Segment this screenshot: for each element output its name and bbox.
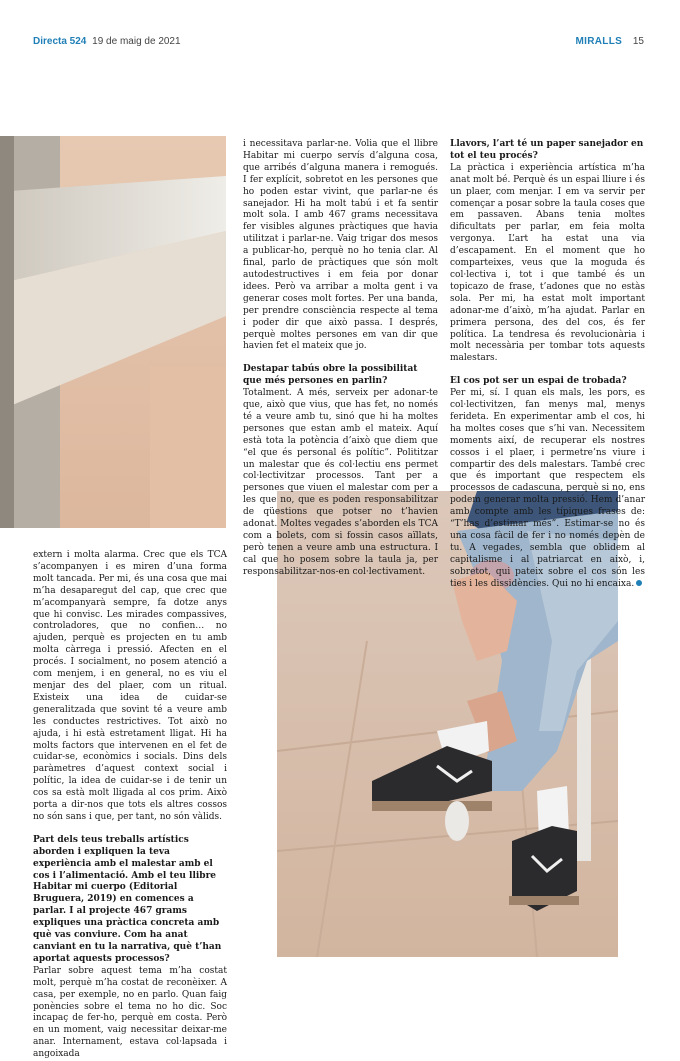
article-column-2 xyxy=(243,139,438,579)
article-column-1 xyxy=(33,550,227,1061)
publication-name: Directa 524 xyxy=(33,36,87,47)
page-header-left xyxy=(33,36,181,47)
issue-date: 19 de maig de 2021 xyxy=(92,36,181,47)
end-of-article-dot-icon xyxy=(636,580,642,586)
page-number: 15 xyxy=(632,36,644,47)
body-paragraph: Parlar sobre aquest tema m’ha costat molt, perquè m’ha costat de reconèixer. A casa, per exemple, no en parlo. Quan faig ponències sobre el tema no ho dic. Soc incapaç de fer-ho, perquè em costa. Però en un moment, vaig necessitar deixar-me anar. Internament, estava col·lapsada i angoixada xyxy=(33,965,227,1060)
photo-top-left xyxy=(0,136,226,528)
body-paragraph xyxy=(450,388,645,590)
body-paragraph: extern i molta alarma. Crec que els TCA s’acompanyen i es miren d’una forma molt tancada. Per mi, és una cosa que mai m’ha desaparegut del cap, que crec que m’acompanyarà sempre, fa dotze anys que hi convisc. Les mirades compassives, controladores, que no confien… no ajuden, perquè es projecten en tu amb molta càrrega i pressió. Afecten en el procés. I socialment, no posem atenció a com menjem, i en general, no es viu el menjar des del plaer, com un ritual. Existeix una idea de cuidar-se generalitzada que sovint té a veure amb les conductes restrictives. Tot això no ajuda, i hi està estretament lligat. Hi ha molts factors que intervenen en el fet de cuidar-se, econòmics i socials. Dins dels paràmetres d’aquest context social i polític, la idea de cuidar-se i de tenir un cos sa està molt lligada al cos prim. Això porta a dir-nos que tots els altres cossos no són sans i que, per tant, no són vàlids. xyxy=(33,550,227,822)
body-paragraph: La pràctica i experiència artística m’ha anat molt bé. Perquè és un espai lliure i és un plaer, com menjar. I em va servir per començar a posar sobre la taula coses que em passaven. Abans tenia moltes dificultats per parlar, em feia molta vergonya. L’art ha estat una via d’escapament. En el moment que ho comparteixes, veus que la moguda és col·lectiva i, tot i que també és un topicazo de frase, t’adones que no estàs sola. Per mi, ha estat molt important adonar-me d’això, m’ha ajudat. Parlar en primera persona, des del cos, és fer política. La tendresa és revolucionària i molt necessària per tombar tots aquests malestars. xyxy=(450,162,645,364)
interview-question: Llavors, l’art té un paper sanejador en tot el teu procés? xyxy=(450,139,644,161)
section-name: MIRALLS xyxy=(575,36,623,47)
body-paragraph: i necessitava parlar-ne. Volia que el llibre Habitar mi cuerpo servís d’alguna cosa, que arribés d’alguna manera i remogués. I fer explícit, sobretot en les persones que ho poden estar vivint, que parlar-ne és sanejador. Hi ha molt tabú i et fa sentir molt sola. I amb 467 grams necessitava fer visibles algunes pràctiques que havia utilitzat i parlar-ne. Vaig trigar dos mesos a publicar-ho, perquè no ho tenia clar. Al final, parlo de pràctiques que són molt autodestructives i em feia por donar idees. Però va arribar a molta gent i va generar coses molt fortes. Per una banda, per prendre consciència respecte al tema i poder dir que això passa. I després, perquè moltes persones em van dir que havien fet el mateix que jo. xyxy=(243,139,438,352)
interview-question: El cos pot ser un espai de trobada? xyxy=(450,376,627,387)
interview-question: Destapar tabús obre la possibilitat que més persones en parlin? xyxy=(243,364,418,387)
closing-paragraph-text: Per mi, sí. I quan els mals, les pors, es col·lectivitzen, fan menys mal, menys ferideta. En experimentar amb el cos, hi ha moltes coses que s’hi van. Necessitem moments així, de recuperar els nostres cossos i el plaer, i permetre’ns viure i compartir des dels malestars. També crec que és important que respectem els processos de cadascuna, perquè si no, ens podem generar molta pressió. Hem d’anar amb compte amb les típiques frases de: “T’has d’estimar més”. Estimar-se no és una cosa fàcil de fer i no només depèn de tu. A vegades, sembla que oblidem al capitalisme i al patriarcat en això, i, sobretot, qui pateix sobre el cos són les ties i les dissidències. Qui no hi encaixa. xyxy=(450,388,645,589)
page-header-right xyxy=(576,36,644,47)
article-column-3 xyxy=(450,139,645,591)
body-paragraph: Totalment. A més, serveix per adonar-te que, això que vius, que has fet, no només té a veure amb tu, sinó que hi ha moltes persones que estan amb el mateix. Aquí està tota la potència d’això que diem que “el que és personal és polític”. Polititzar un malestar que és col·lectiu ens permet col·lectivitzar processos. Tant per a persones que viuen el malestar com per a les que no, que es poden responsabilitzar de qüestions que potser no t’havien adonat. Moltes vegades s’aborden els TCA com a bolets, com si fossin casos aïllats, però tenen a veure amb una estructura. I cal que ho posem sobre la taula ja, per responsabilitzar-nos-en col·lectivament. xyxy=(243,388,438,577)
interview-question: Part dels teus treballs artístics aborden i expliquen la teva experiència amb el malestar amb el cos i l’alimentació. Amb el teu llibre Habitar mi cuerpo (Editorial Bruguera, 2019) en comences a parlar. I al projecte 467 grams expliques una pràctica concreta amb què vas conviure. Com ha anat canviant en tu la narrativa, què t’han aportat aquests processos? xyxy=(33,834,222,964)
